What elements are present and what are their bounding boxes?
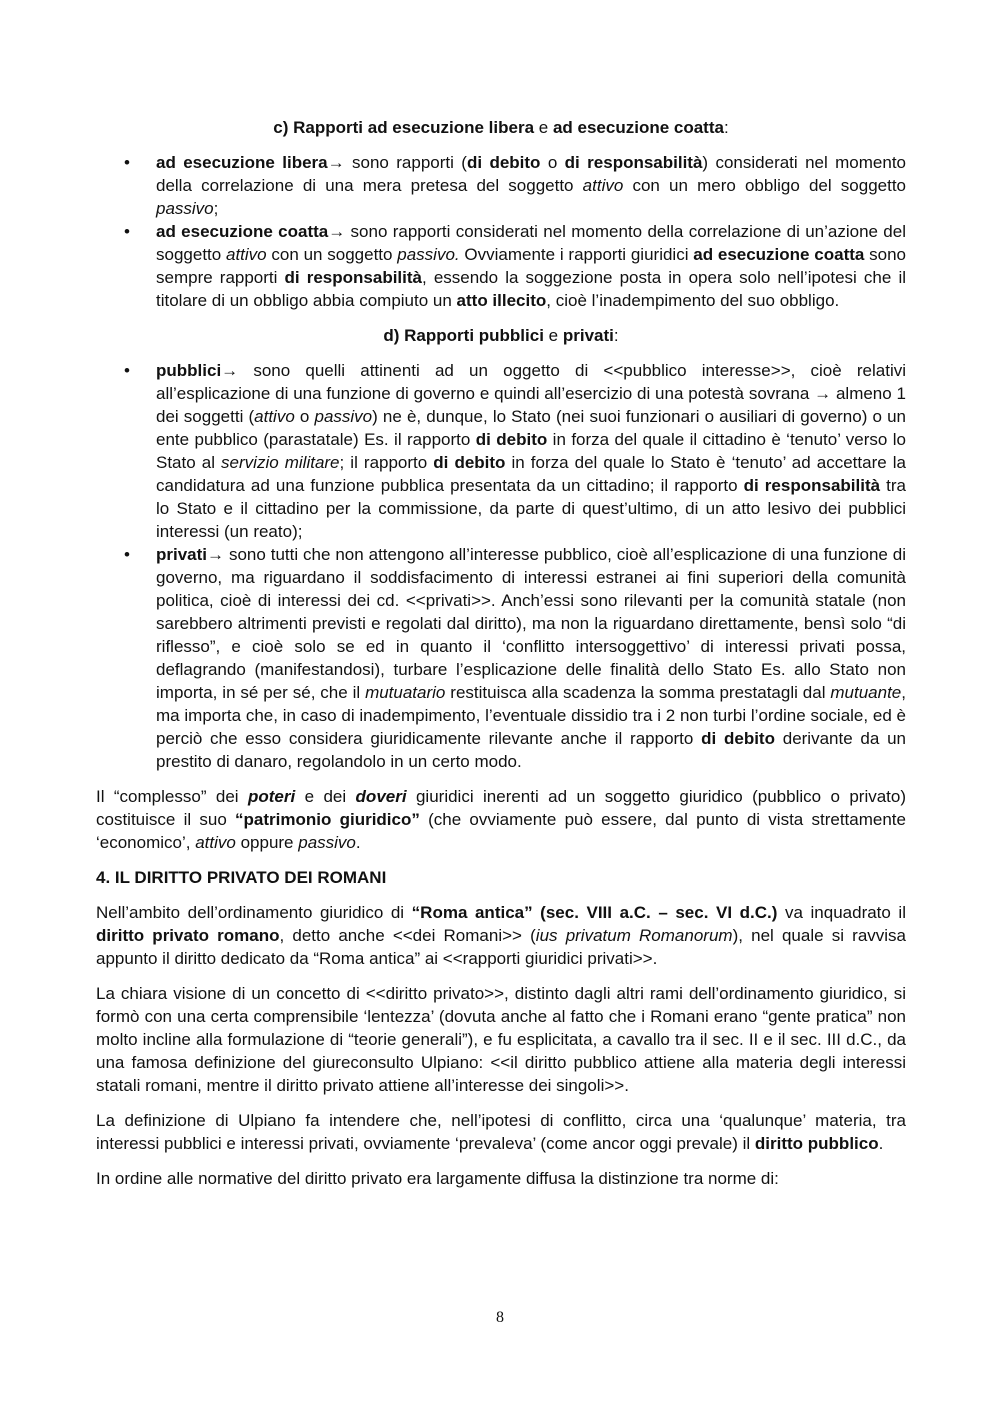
- paragraph-ulpiano: La definizione di Ulpiano fa intendere che, nell’ipotesi di conflitto, circa una ‘qualunque’ materia, tra interessi pubblici e interessi privati, ovviamente ‘prevaleva’ (come ancor oggi prevale) il diritto pubblico.: [96, 1111, 906, 1153]
- bullet-icon: •: [124, 153, 130, 172]
- heading-c: c) Rapporti ad esecuzione libera e ad esecuzione coatta:: [273, 118, 729, 137]
- bullet-icon: •: [124, 222, 130, 241]
- bullet-icon: •: [124, 545, 130, 564]
- list-item: • privati→ sono tutti che non attengono all’interesse pubblico, cioè all’esplicazione di una funzione di governo, ma riguardano il soddisfacimento di interessi estranei ai fini superiori della comunità politica, cioè di interessi dei cd. <<privati>>. Anch’essi sono rilevanti per la comunità statale (non sarebbero altrimenti previsti e regolati dal diritto), ma non la riguardano direttamente, bensì solo “di riflesso”, e cioè solo se ed in quanto il ‘conflitto intersoggettivo’ di interessi privati possa, deflagrando (manifestandosi), turbare l’esplicazione delle finalità dello Stato Es. allo Stato non importa, in sé per sé, che il mutuatario restituisca alla scadenza la somma prestatagli dal mutuante, ma importa che, in caso di inadempimento, l’eventuale dissidio tra i 2 non turbi l’ordine sociale, ed è perciò che esso considera giuridicamente rilevante anche il rapporto di debito derivante da un prestito di danaro, regolandolo in un certo modo.: [124, 545, 906, 771]
- list-item: • ad esecuzione libera→ sono rapporti (di debito o di responsabilità) considerati nel momento della correlazione di una mera pretesa del soggetto attivo con un mero obbligo del soggetto passivo;: [124, 153, 906, 218]
- list-item: • ad esecuzione coatta→ sono rapporti considerati nel momento della correlazione di un’azione del soggetto attivo con un soggetto passivo. Ovviamente i rapporti giuridici ad esecuzione coatta sono sempre rapporti di responsabilità, essendo la soggezione posta in opera solo nell’ipotesi che il titolare di un obbligo abbia compiuto un atto illecito, cioè l’inadempimento del suo obbligo.: [124, 222, 906, 310]
- document-page: [96, 116, 906, 1190]
- bullet-icon: •: [124, 361, 130, 380]
- list-c: [96, 151, 906, 312]
- paragraph-ambito: Nell’ambito dell’ordinamento giuridico di “Roma antica” (sec. VIII a.C. – sec. VI d.C.) va inquadrato il diritto privato romano, detto anche <<dei Romani>> (ius privatum Romanorum), nel quale si ravvisa appunto il diritto dedicato da “Roma antica” ai <<rapporti giuridici privati>>.: [96, 903, 907, 968]
- paragraph-ordine: In ordine alle normative del diritto privato era largamente diffusa la distinzione tra norme di:: [96, 1169, 779, 1188]
- paragraph-visione: La chiara visione di un concetto di <<diritto privato>>, distinto dagli altri rami dell’ordinamento giuridico, si formò con una certa comprensibile ‘lentezza’ (dovuta anche al fatto che i Romani erano “gente pratica” non molto incline alla formulazione di “teorie generali”), e fu esplicitata, a cavallo tra il sec. II e il sec. III d.C., da una famosa definizione del giureconsulto Ulpiano: <<il diritto pubblico attiene alla materia degli interessi statali romani, mentre il diritto privato attiene all’interesse dei singoli>>.: [96, 984, 906, 1095]
- list-d: [96, 359, 906, 773]
- list-item: • pubblici→ sono quelli attinenti ad un oggetto di <<pubblico interesse>>, cioè relativi all’esplicazione di una funzione di governo e quindi all’esercizio di una potestà sovrana → almeno 1 dei soggetti (attivo o passivo) ne è, dunque, lo Stato (nei suoi funzionari o ausiliari di governo) o un ente pubblico (parastatale) Es. il rapporto di debito in forza del quale il cittadino è ‘tenuto’ verso lo Stato al servizio militare; il rapporto di debito in forza del quale lo Stato è ‘tenuto’ ad accettare la candidatura ad una funzione pubblica presentata da un cittadino; il rapporto di responsabilità tra lo Stato e il cittadino per la commissione, da parte di quest’ultimo, di un atto lesivo dei pubblici interessi (un reato);: [124, 361, 906, 541]
- paragraph-complesso: Il “complesso” dei poteri e dei doveri giuridici inerenti ad un soggetto giuridico (pubblico o privato) costituisce il suo “patrimonio giuridico” (che ovviamente può essere, dal punto di vista strettamente ‘economico’, attivo oppure passivo.: [96, 787, 907, 852]
- section-heading: 4. IL DIRITTO PRIVATO DEI ROMANI: [96, 868, 387, 887]
- page-number: 8: [496, 1309, 504, 1326]
- heading-d: d) Rapporti pubblici e privati:: [383, 326, 619, 345]
